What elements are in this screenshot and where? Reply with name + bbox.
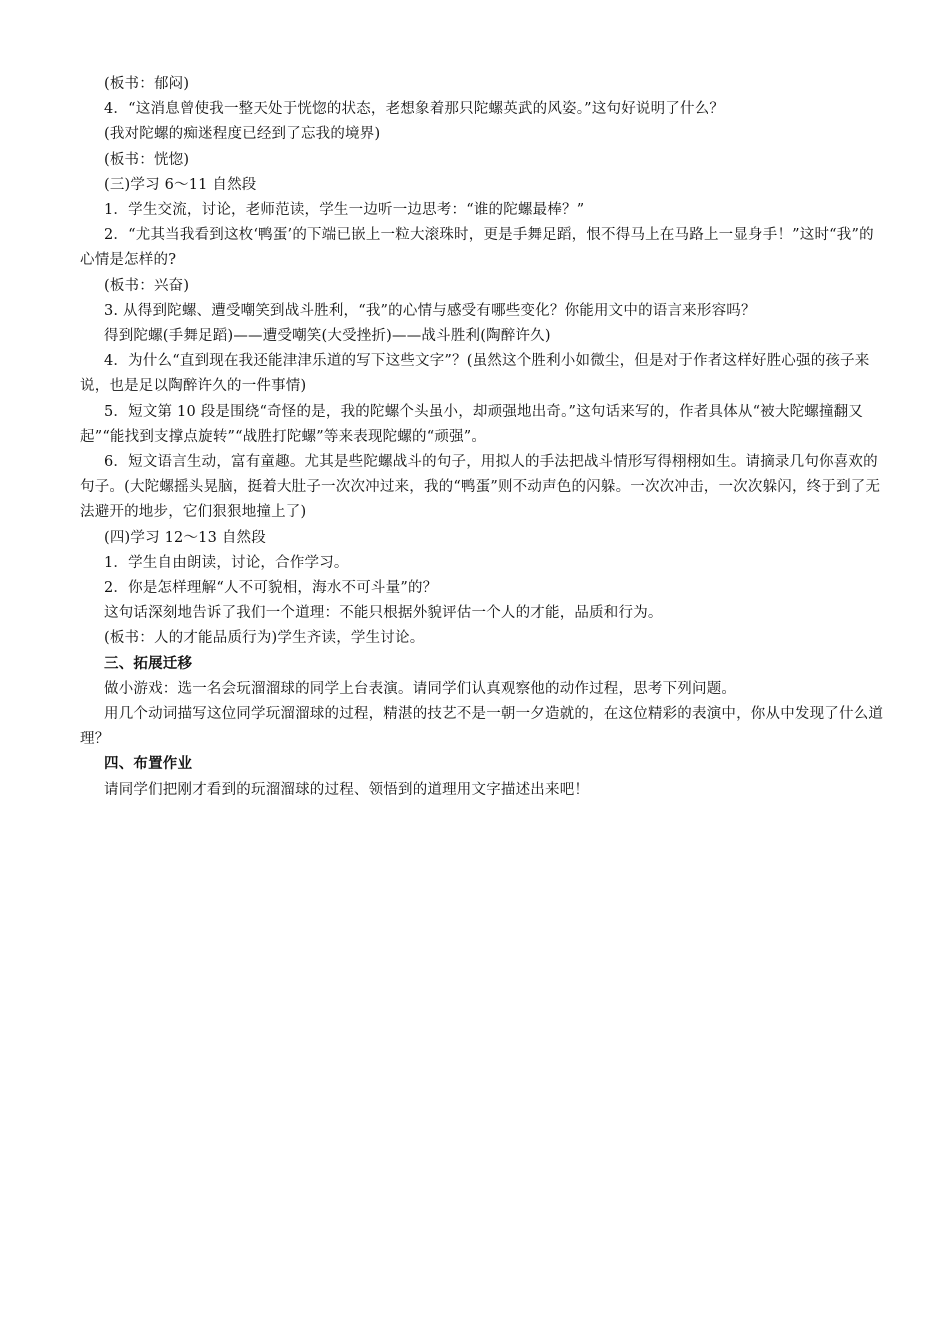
question-item: 4．为什么“直到现在我还能津津乐道的写下这些文字”？(虽然这个胜利小如微尘，但是对于作者这样好胜心强的孩子来说，也是足以陶醉许久的一件事情) (80, 353, 870, 395)
board-note: (板书：兴奋) (104, 277, 190, 294)
homework-text: 请同学们把刚才看到的玩溜溜球的过程、领悟到的道理用文字描述出来吧！ (104, 781, 590, 798)
section-subheading: (四)学习 12～13 自然段 (104, 529, 266, 546)
question-item: 1．学生交流，讨论，老师范读，学生一边听一边思考：“谁的陀螺最棒？” (104, 202, 585, 219)
question-item: 6．短文语言生动，富有童趣。尤其是些陀螺战斗的句子，用拟人的手法把战斗情形写得栩栩如生。请摘录几句你喜欢的句子。(大陀螺摇头晃脑，挺着大肚子一次次冲过来，我的“鸭蛋”则不动声色的闪躲。一次次冲击，一次次躲闪，终于到了无法避开的地步，它们狠狠地撞上了) (80, 454, 881, 521)
answer-note: (我对陀螺的痴迷程度已经到了忘我的境界) (104, 126, 381, 143)
question-item: 2．“尤其当我看到这枚‘鸭蛋’的下端已嵌上一粒大滚珠时，更是手舞足蹈，恨不得马上在马路上一显身手！”这时“我”的心情是怎样的? (80, 227, 874, 269)
question-item: 4．“这消息曾使我一整天处于恍惚的状态，老想象着那只陀螺英武的风姿。”这句好说明了什么？ (104, 101, 725, 118)
answer-note: 这句话深刻地告诉了我们一个道理：不能只根据外貌评估一个人的才能，品质和行为。 (104, 605, 663, 622)
question-item: 3. 从得到陀螺、遭受嘲笑到战斗胜利，“我”的心情与感受有哪些变化？你能用文中的语言来形容吗？ (104, 302, 756, 319)
question-item: 1．学生自由朗读，讨论，合作学习。 (104, 554, 349, 571)
activity-text: 做小游戏：选一名会玩溜溜球的同学上台表演。请同学们认真观察他的动作过程，思考下列问题。 (104, 680, 737, 697)
board-note: (板书：恍惚) (104, 151, 190, 168)
question-item: 2．你是怎样理解“人不可貌相，海水不可斗量”的？ (104, 580, 438, 597)
answer-note: 得到陀螺(手舞足蹈)——遭受嘲笑(大受挫折)——战斗胜利(陶醉许久) (104, 328, 551, 345)
board-note: (板书：郁闷) (104, 76, 190, 92)
section-subheading: (三)学习 6～11 自然段 (104, 176, 257, 193)
board-note: (板书：人的才能品质行为)学生齐读，学生讨论。 (104, 630, 425, 647)
section-heading: 四、布置作业 (104, 756, 193, 773)
section-heading: 三、拓展迁移 (104, 655, 193, 672)
activity-text: 用几个动词描写这位同学玩溜溜球的过程，精湛的技艺不是一朝一夕造就的，在这位精彩的表演中，你从中发现了什么道理？ (80, 706, 884, 748)
question-item: 5．短文第 10 段是围绕“奇怪的是，我的陀螺个头虽小，却顽强地出奇。”这句话来写的，作者具体从“被大陀螺撞翻又起”“能找到支撑点旋转”“战胜打陀螺”等来表现陀螺的“顽强”。 (80, 403, 864, 445)
